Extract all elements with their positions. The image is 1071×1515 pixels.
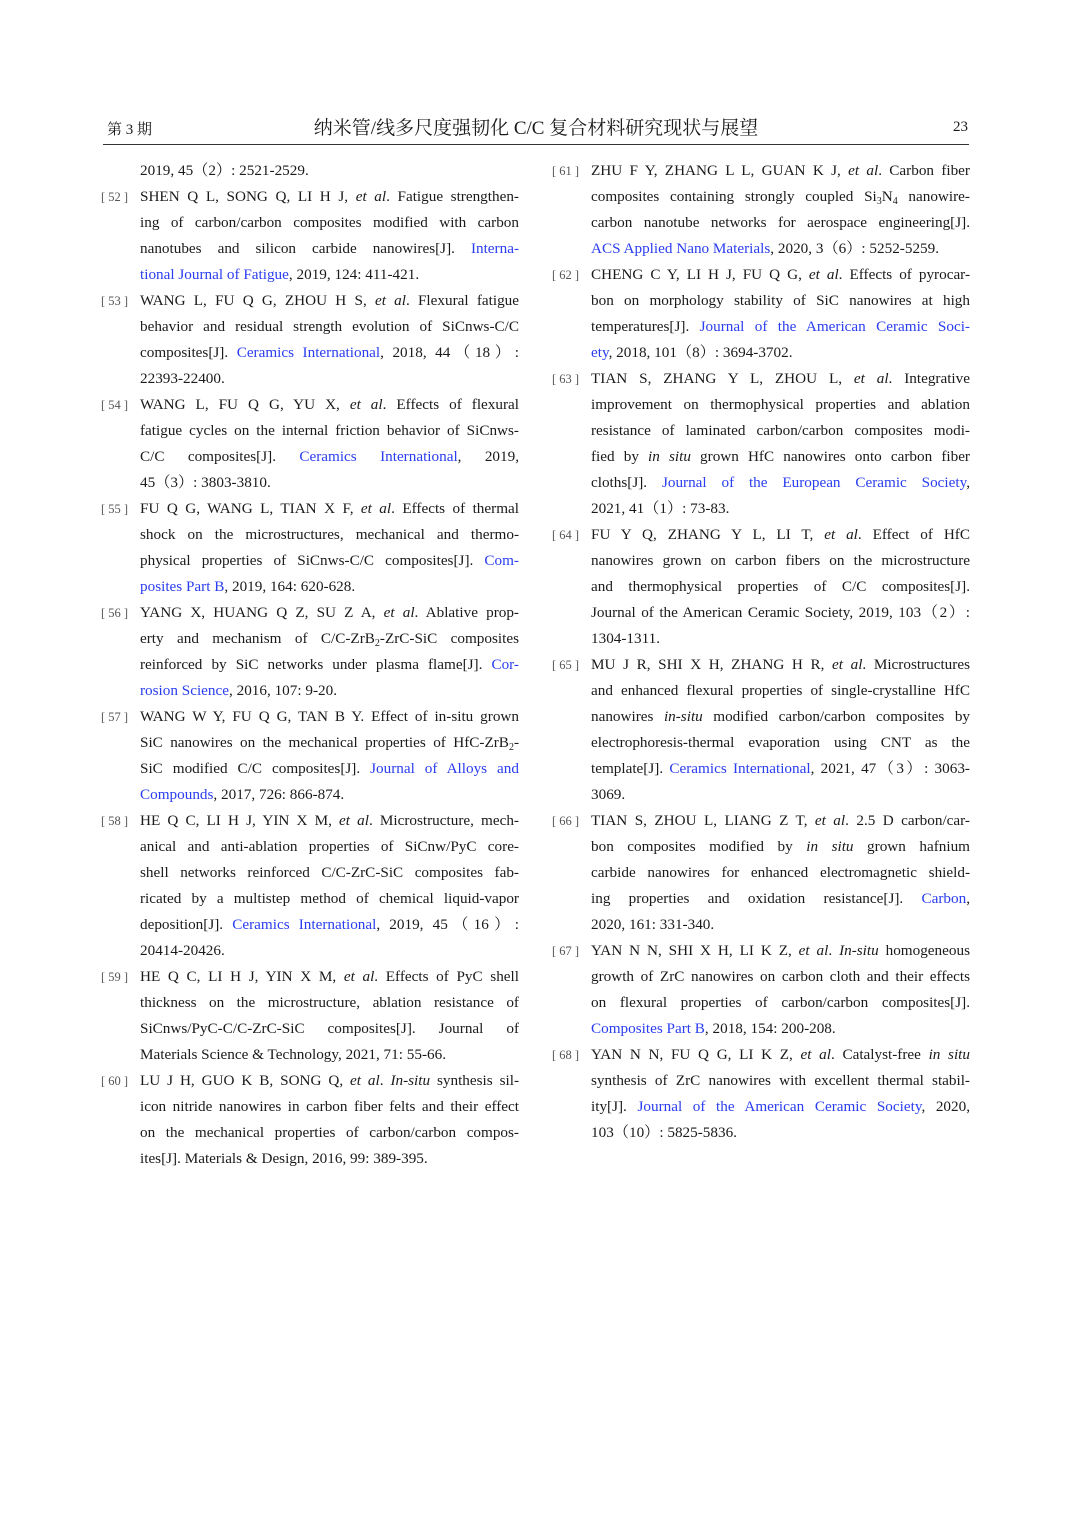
reference-text: carbide nanowires for enhanced electromagnetic shield- bbox=[591, 864, 970, 881]
reference-text: nanowires grown on carbon fibers on the microstructure bbox=[591, 552, 970, 569]
reference-text: FU Q G, WANG L, TIAN X F, bbox=[140, 500, 361, 517]
reference-number: [ 57 ] bbox=[101, 710, 129, 724]
issue-label: 第 3 期 bbox=[107, 122, 153, 138]
italic-text: In-situ bbox=[839, 942, 879, 959]
reference-line bbox=[591, 210, 970, 236]
reference-line bbox=[140, 860, 519, 886]
reference-line bbox=[140, 184, 519, 210]
reference-text: - bbox=[513, 734, 519, 751]
reference-line bbox=[140, 392, 519, 418]
reference-line bbox=[591, 704, 970, 730]
reference-text: WANG W Y, FU Q G, TAN B Y. Effect of in-situ grown bbox=[140, 708, 519, 725]
reference-text: . Effect of HfC bbox=[857, 526, 970, 543]
italic-text: et al bbox=[832, 656, 863, 673]
italic-text: et al bbox=[349, 396, 383, 413]
reference-line bbox=[140, 782, 519, 808]
reference-line bbox=[591, 548, 970, 574]
reference-line bbox=[140, 938, 519, 964]
reference-text: temperatures[J]. bbox=[591, 318, 700, 335]
reference-text: reinforced by SiC networks under plasma flame[J]. bbox=[140, 656, 492, 673]
reference-line bbox=[140, 262, 519, 288]
reference-line bbox=[140, 366, 519, 392]
journal-link[interactable]: Composites Part B bbox=[591, 1020, 705, 1037]
running-title: 纳米管/线多尺度强韧化 C/C 复合材料研究现状与展望 bbox=[313, 118, 759, 139]
reference-entry bbox=[101, 288, 519, 392]
reference-line bbox=[591, 418, 970, 444]
italic-text: in situ bbox=[806, 838, 854, 855]
reference-entry bbox=[552, 1042, 970, 1146]
reference-entry bbox=[101, 808, 519, 964]
reference-text: 2020, 161: 331-340. bbox=[591, 916, 715, 933]
italic-text: in-situ bbox=[663, 708, 703, 725]
reference-number: [ 61 ] bbox=[552, 164, 580, 178]
journal-link[interactable]: Compounds bbox=[140, 786, 214, 803]
reference-line bbox=[591, 262, 970, 288]
subscript: 4 bbox=[892, 196, 898, 207]
reference-text: behavior and residual strength evolution of SiCnws-C/C bbox=[140, 318, 519, 335]
reference-text: nanowire- bbox=[897, 188, 970, 205]
reference-text: ites[J]. Materials & Design, 2016, 99: 389-395. bbox=[140, 1150, 428, 1167]
reference-text: 1304-1311. bbox=[591, 630, 661, 647]
italic-text: in situ bbox=[648, 448, 691, 465]
reference-text: composites[J]. bbox=[140, 344, 237, 361]
reference-line bbox=[140, 1016, 519, 1042]
reference-line bbox=[591, 834, 970, 860]
reference-text: , 2018, 101（8）: 3694-3702. bbox=[608, 344, 793, 361]
italic-text: et al bbox=[383, 604, 415, 621]
journal-link[interactable]: Journal of the American Ceramic Society bbox=[637, 1098, 922, 1115]
reference-text: . Effects of thermal bbox=[391, 500, 519, 517]
reference-number: [ 63 ] bbox=[552, 372, 580, 386]
reference-text: . bbox=[379, 1072, 391, 1089]
journal-link[interactable]: Ceramics International bbox=[232, 916, 377, 933]
reference-text: , 2019, 164: 620-628. bbox=[224, 578, 356, 595]
italic-text: et al bbox=[339, 812, 369, 829]
reference-entry bbox=[101, 496, 519, 600]
reference-line bbox=[591, 756, 970, 782]
reference-entry bbox=[552, 522, 970, 652]
reference-line bbox=[591, 444, 970, 470]
reference-line bbox=[140, 1120, 519, 1146]
reference-number: [ 52 ] bbox=[101, 190, 129, 204]
reference-line bbox=[140, 704, 519, 730]
reference-text: deposition[J]. bbox=[140, 916, 233, 933]
reference-number: [ 53 ] bbox=[101, 294, 129, 308]
italic-text: et al bbox=[360, 500, 392, 517]
reference-number: [ 68 ] bbox=[552, 1048, 580, 1062]
reference-line bbox=[140, 236, 519, 262]
reference-line bbox=[140, 756, 519, 782]
reference-line bbox=[591, 730, 970, 756]
reference-entry bbox=[552, 652, 970, 808]
reference-text: on flexural properties of carbon/carbon composites[J]. bbox=[591, 994, 970, 1011]
reference-text: grown hafnium bbox=[853, 838, 970, 855]
reference-line bbox=[591, 496, 970, 522]
reference-text: HE Q C, LI H J, YIN X M, bbox=[140, 968, 344, 985]
journal-link[interactable]: Cor- bbox=[491, 656, 519, 673]
reference-number: [ 64 ] bbox=[552, 528, 580, 542]
journal-link[interactable]: rosion Science bbox=[140, 682, 229, 699]
reference-text: nanotubes and silicon carbide nanowires[J]. bbox=[140, 240, 471, 257]
reference-text: YAN N N, SHI X H, LI K Z, bbox=[591, 942, 799, 959]
reference-text: . Microstructures bbox=[862, 656, 970, 673]
reference-text: FU Y Q, ZHANG Y L, LI T, bbox=[591, 526, 825, 543]
reference-text: . Effects of PyC shell bbox=[374, 968, 519, 985]
reference-line bbox=[591, 626, 970, 652]
journal-link[interactable]: Ceramics International bbox=[669, 760, 811, 777]
reference-text: WANG L, FU Q G, ZHOU H S, bbox=[140, 292, 375, 309]
reference-text: , 2021, 47（3）: 3063- bbox=[810, 760, 970, 777]
reference-text: . Effects of flexural bbox=[382, 396, 519, 413]
reference-text: . Fatigue strengthen- bbox=[386, 188, 519, 205]
reference-text: YAN N N, FU Q G, LI K Z, bbox=[591, 1046, 801, 1063]
reference-entry bbox=[552, 808, 970, 938]
reference-text: homogeneous bbox=[878, 942, 970, 959]
reference-text: fied by bbox=[591, 448, 649, 465]
reference-line bbox=[140, 912, 519, 938]
journal-link[interactable]: Ceramics International bbox=[236, 344, 381, 361]
journal-link[interactable]: Carbon bbox=[921, 890, 967, 907]
reference-column-left bbox=[101, 158, 519, 1172]
reference-line bbox=[591, 366, 970, 392]
reference-number: [ 67 ] bbox=[552, 944, 580, 958]
reference-line bbox=[140, 444, 519, 470]
reference-entry bbox=[552, 938, 970, 1042]
reference-text: nanowires bbox=[591, 708, 664, 725]
subscript: 3 bbox=[876, 196, 882, 207]
reference-text: SiC nanowires on the mechanical properties of HfC-ZrB bbox=[140, 734, 509, 751]
reference-text: . Carbon fiber bbox=[878, 162, 970, 179]
reference-text: icon nitride nanowires in carbon fiber felts and their effect bbox=[140, 1098, 519, 1115]
reference-text: growth of ZrC nanowires on carbon cloth and their effects bbox=[591, 968, 970, 985]
reference-text: synthesis of ZrC nanowires with excellent thermal stabil- bbox=[591, 1072, 970, 1089]
reference-number: [ 55 ] bbox=[101, 502, 129, 516]
journal-link[interactable]: ety bbox=[591, 344, 609, 361]
reference-line bbox=[591, 652, 970, 678]
reference-text: , 2017, 726: 866-874. bbox=[213, 786, 345, 803]
reference-text: SiCnws/PyC-C/C-ZrC-SiC composites[J]. Journal of bbox=[140, 1020, 519, 1037]
reference-entry bbox=[552, 262, 970, 366]
reference-text: SHEN Q L, SONG Q, LI H J, bbox=[140, 188, 356, 205]
italic-text: et al bbox=[848, 162, 879, 179]
reference-number: [ 62 ] bbox=[552, 268, 580, 282]
reference-line bbox=[140, 158, 519, 184]
reference-text: bon composites modified by bbox=[591, 838, 807, 855]
reference-text: and thermophysical properties of C/C composites[J]. bbox=[591, 578, 970, 595]
reference-text: YANG X, HUANG Q Z, SU Z A, bbox=[140, 604, 384, 621]
reference-number: [ 66 ] bbox=[552, 814, 580, 828]
reference-line bbox=[591, 288, 970, 314]
reference-text: Materials Science & Technology, 2021, 71: 55-66. bbox=[140, 1046, 446, 1063]
reference-text: improvement on thermophysical properties and ablation bbox=[591, 396, 970, 413]
reference-text: shell networks reinforced C/C-ZrC-SiC composites fab- bbox=[140, 864, 519, 881]
reference-line bbox=[591, 236, 970, 262]
reference-text: ZHU F Y, ZHANG L L, GUAN K J, bbox=[591, 162, 849, 179]
reference-line bbox=[591, 912, 970, 938]
reference-text: template[J]. bbox=[591, 760, 670, 777]
reference-line bbox=[140, 496, 519, 522]
journal-link[interactable]: Journal of the European Ceramic Society bbox=[661, 474, 967, 491]
reference-text: 2019, 45（2）: 2521-2529. bbox=[140, 162, 309, 179]
italic-text: et al bbox=[798, 942, 829, 959]
reference-text: cloths[J]. bbox=[591, 474, 662, 491]
reference-line bbox=[140, 886, 519, 912]
journal-link[interactable]: Journal of Alloys and bbox=[370, 760, 519, 777]
journal-link[interactable]: Com- bbox=[484, 552, 519, 569]
reference-number: [ 60 ] bbox=[101, 1074, 129, 1088]
running-header bbox=[103, 112, 969, 145]
reference-text: modified carbon/carbon composites by bbox=[702, 708, 970, 725]
reference-text: , 2018, 154: 200-208. bbox=[704, 1020, 836, 1037]
reference-text: 22393-22400. bbox=[140, 370, 225, 387]
reference-line bbox=[140, 1068, 519, 1094]
reference-text: , 2019, 124: 411-421. bbox=[288, 266, 420, 283]
reference-text: , bbox=[966, 474, 970, 491]
reference-text: shock on the microstructures, mechanical and thermo- bbox=[140, 526, 519, 543]
reference-line bbox=[140, 834, 519, 860]
reference-text: SiC modified C/C composites[J]. bbox=[140, 760, 371, 777]
reference-line bbox=[140, 1094, 519, 1120]
reference-line bbox=[140, 990, 519, 1016]
reference-text: . Integrative bbox=[888, 370, 970, 387]
reference-line bbox=[591, 470, 970, 496]
journal-link[interactable]: ACS Applied Nano Materials bbox=[591, 240, 771, 257]
reference-text: N bbox=[881, 188, 893, 205]
reference-text: on the mechanical properties of carbon/carbon compos- bbox=[140, 1124, 519, 1141]
reference-text: grown HfC nanowires onto carbon fiber bbox=[690, 448, 970, 465]
reference-text: carbon nanotube networks for aerospace engineering[J]. bbox=[591, 214, 970, 231]
reference-line bbox=[591, 860, 970, 886]
reference-line bbox=[140, 288, 519, 314]
reference-text: , 2018, 44（18）: bbox=[380, 344, 519, 361]
reference-line bbox=[140, 418, 519, 444]
reference-entry bbox=[101, 964, 519, 1068]
reference-line bbox=[591, 522, 970, 548]
italic-text: et al bbox=[853, 370, 889, 387]
reference-entry bbox=[101, 704, 519, 808]
reference-line bbox=[591, 314, 970, 340]
reference-text: electrophoresis-thermal evaporation using CNT as the bbox=[591, 734, 970, 751]
reference-text: synthesis sil- bbox=[430, 1072, 519, 1089]
reference-text: and enhanced flexural properties of single-crystalline HfC bbox=[591, 682, 970, 699]
reference-text: composites containing strongly coupled Si bbox=[591, 188, 877, 205]
reference-line bbox=[591, 782, 970, 808]
reference-text: 20414-20426. bbox=[140, 942, 225, 959]
reference-text: Journal of the American Ceramic Society, 2019, 103（2）: bbox=[591, 604, 970, 621]
reference-text: TIAN S, ZHOU L, LIANG Z T, bbox=[591, 812, 815, 829]
reference-number: [ 58 ] bbox=[101, 814, 129, 828]
reference-text: 3069. bbox=[591, 786, 626, 803]
reference-line bbox=[140, 314, 519, 340]
reference-line bbox=[140, 600, 519, 626]
reference-line bbox=[140, 1146, 519, 1172]
reference-text: , 2016, 107: 9-20. bbox=[229, 682, 337, 699]
italic-text: et al bbox=[800, 1046, 831, 1063]
reference-line bbox=[591, 340, 970, 366]
reference-entry bbox=[101, 392, 519, 496]
journal-link[interactable]: Journal of the American Ceramic Soci- bbox=[699, 318, 970, 335]
reference-line bbox=[591, 1042, 970, 1068]
reference-line bbox=[140, 808, 519, 834]
reference-entry bbox=[101, 1068, 519, 1172]
reference-text: resistance of laminated carbon/carbon composites modi- bbox=[591, 422, 970, 439]
italic-text: et al bbox=[814, 812, 846, 829]
reference-line bbox=[591, 808, 970, 834]
italic-text: et al bbox=[350, 1072, 380, 1089]
reference-entry bbox=[552, 158, 970, 262]
italic-text: et al bbox=[824, 526, 858, 543]
reference-line bbox=[140, 730, 519, 756]
italic-text: in situ bbox=[928, 1046, 970, 1063]
page-number: 23 bbox=[953, 119, 968, 135]
reference-text: ing properties and oxidation resistance[J]. bbox=[591, 890, 922, 907]
reference-text: ing of carbon/carbon composites modified with carbon bbox=[140, 214, 519, 231]
reference-text: CHENG C Y, LI H J, FU Q G, bbox=[591, 266, 809, 283]
reference-line bbox=[140, 964, 519, 990]
reference-number: [ 56 ] bbox=[101, 606, 129, 620]
reference-line bbox=[140, 626, 519, 652]
reference-line bbox=[140, 574, 519, 600]
reference-line bbox=[591, 1094, 970, 1120]
reference-entry bbox=[552, 366, 970, 522]
reference-line bbox=[591, 1120, 970, 1146]
reference-text: 2021, 41（1）: 73-83. bbox=[591, 500, 730, 517]
reference-line bbox=[591, 938, 970, 964]
reference-text: , 2020, 3（6）: 5252-5259. bbox=[770, 240, 940, 257]
subscript: 2 bbox=[374, 638, 380, 649]
reference-text: C/C composites[J]. bbox=[140, 448, 300, 465]
reference-line bbox=[140, 470, 519, 496]
reference-line bbox=[591, 392, 970, 418]
reference-column-right bbox=[552, 158, 970, 1146]
reference-text: , 2020, bbox=[921, 1098, 970, 1115]
reference-text: TIAN S, ZHANG Y L, ZHOU L, bbox=[591, 370, 854, 387]
reference-number: [ 54 ] bbox=[101, 398, 129, 412]
reference-text: fatigue cycles on the internal friction behavior of SiCnws- bbox=[140, 422, 519, 439]
reference-line bbox=[591, 964, 970, 990]
reference-text: . Ablative prop- bbox=[414, 604, 519, 621]
reference-line bbox=[591, 184, 970, 210]
reference-number: [ 59 ] bbox=[101, 970, 129, 984]
reference-text: erty and mechanism of C/C-ZrB bbox=[140, 630, 375, 647]
italic-text: et al bbox=[374, 292, 406, 309]
reference-text: anical and anti-ablation properties of SiCnw/PyC core- bbox=[140, 838, 519, 855]
reference-line bbox=[591, 678, 970, 704]
reference-line bbox=[140, 1042, 519, 1068]
reference-text: , 2019, 45（16）: bbox=[376, 916, 519, 933]
reference-text: MU J R, SHI X H, ZHANG H R, bbox=[591, 656, 833, 673]
journal-link[interactable]: posites Part B bbox=[140, 578, 225, 595]
reference-text: . bbox=[828, 942, 840, 959]
reference-line bbox=[140, 548, 519, 574]
reference-text: . Catalyst-free bbox=[830, 1046, 929, 1063]
reference-text: -ZrC-SiC composites bbox=[379, 630, 519, 647]
reference-text: ricated by a multistep method of chemical liquid-vapor bbox=[140, 890, 519, 907]
italic-text: et al bbox=[343, 968, 375, 985]
reference-text: WANG L, FU Q G, YU X, bbox=[140, 396, 350, 413]
reference-text: , bbox=[966, 890, 970, 907]
reference-line bbox=[140, 678, 519, 704]
journal-link[interactable]: tional Journal of Fatigue bbox=[140, 266, 289, 283]
reference-line bbox=[140, 340, 519, 366]
italic-text: et al bbox=[355, 188, 387, 205]
reference-text: 45（3）: 3803-3810. bbox=[140, 474, 271, 491]
reference-line bbox=[140, 522, 519, 548]
italic-text: In-situ bbox=[390, 1072, 431, 1089]
italic-text: et al bbox=[808, 266, 839, 283]
reference-line bbox=[591, 1016, 970, 1042]
reference-line bbox=[591, 1068, 970, 1094]
reference-line bbox=[591, 574, 970, 600]
journal-link[interactable]: Ceramics International bbox=[299, 448, 458, 465]
reference-entry bbox=[101, 600, 519, 704]
reference-number: [ 65 ] bbox=[552, 658, 580, 672]
reference-text: thickness on the microstructure, ablation resistance of bbox=[140, 994, 519, 1011]
reference-line bbox=[591, 886, 970, 912]
subscript: 2 bbox=[508, 742, 514, 753]
reference-text: . 2.5 D carbon/car- bbox=[845, 812, 970, 829]
journal-link[interactable]: Interna- bbox=[470, 240, 519, 257]
reference-text: bon on morphology stability of SiC nanowires at high bbox=[591, 292, 970, 309]
reference-text: ity[J]. bbox=[591, 1098, 638, 1115]
reference-text: . Flexural fatigue bbox=[405, 292, 519, 309]
reference-text: . Effects of pyrocar- bbox=[838, 266, 970, 283]
reference-line bbox=[140, 652, 519, 678]
reference-text: , 2019, bbox=[457, 448, 519, 465]
reference-text: 103（10）: 5825-5836. bbox=[591, 1124, 737, 1141]
reference-text: physical properties of SiCnws-C/C composites[J]. bbox=[140, 552, 485, 569]
reference-text: . Microstructure, mech- bbox=[368, 812, 519, 829]
reference-entry bbox=[101, 158, 519, 184]
reference-text: LU J H, GUO K B, SONG Q, bbox=[140, 1072, 351, 1089]
reference-text: HE Q C, LI H J, YIN X M, bbox=[140, 812, 340, 829]
reference-line bbox=[591, 990, 970, 1016]
reference-line bbox=[591, 600, 970, 626]
reference-line bbox=[591, 158, 970, 184]
reference-entry bbox=[101, 184, 519, 288]
reference-line bbox=[140, 210, 519, 236]
